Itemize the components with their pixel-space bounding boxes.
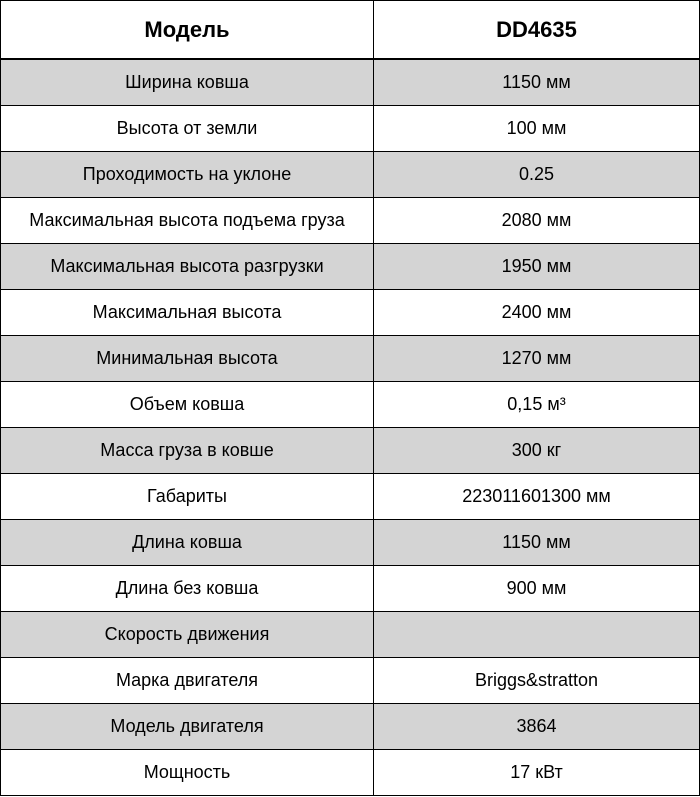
table-row bbox=[1, 520, 700, 566]
table-row bbox=[1, 336, 700, 382]
row-value bbox=[374, 612, 700, 658]
row-value: 0,15 м³ bbox=[374, 382, 700, 428]
table-row bbox=[1, 658, 700, 704]
row-value: 900 мм bbox=[374, 566, 700, 612]
row-label: Высота от земли bbox=[1, 106, 374, 152]
table-row bbox=[1, 566, 700, 612]
row-label: Длина ковша bbox=[1, 520, 374, 566]
table-row bbox=[1, 474, 700, 520]
row-value: 2400 мм bbox=[374, 290, 700, 336]
row-value: 1150 мм bbox=[374, 520, 700, 566]
row-label: Проходимость на уклоне bbox=[1, 152, 374, 198]
table-row bbox=[1, 59, 700, 106]
row-value: Briggs&stratton bbox=[374, 658, 700, 704]
header-model-value: DD4635 bbox=[374, 1, 700, 60]
row-label: Масса груза в ковше bbox=[1, 428, 374, 474]
row-label: Марка двигателя bbox=[1, 658, 374, 704]
row-value: 300 кг bbox=[374, 428, 700, 474]
table-row bbox=[1, 198, 700, 244]
table-row bbox=[1, 290, 700, 336]
table-row bbox=[1, 152, 700, 198]
row-label: Модель двигателя bbox=[1, 704, 374, 750]
row-value: 223011601300 мм bbox=[374, 474, 700, 520]
table-row bbox=[1, 750, 700, 796]
row-label: Длина без ковша bbox=[1, 566, 374, 612]
row-label: Максимальная высота bbox=[1, 290, 374, 336]
table-row bbox=[1, 704, 700, 750]
header-model-label: Модель bbox=[1, 1, 374, 60]
table-header-row bbox=[1, 1, 700, 60]
row-value: 1270 мм bbox=[374, 336, 700, 382]
row-label: Минимальная высота bbox=[1, 336, 374, 382]
row-label: Объем ковша bbox=[1, 382, 374, 428]
row-label: Максимальная высота разгрузки bbox=[1, 244, 374, 290]
row-label: Мощность bbox=[1, 750, 374, 796]
row-value: 2080 мм bbox=[374, 198, 700, 244]
row-value: 1950 мм bbox=[374, 244, 700, 290]
row-value: 3864 bbox=[374, 704, 700, 750]
table-row bbox=[1, 244, 700, 290]
table-row bbox=[1, 382, 700, 428]
row-value: 1150 мм bbox=[374, 59, 700, 106]
table-row bbox=[1, 612, 700, 658]
row-label: Скорость движения bbox=[1, 612, 374, 658]
row-label: Ширина ковша bbox=[1, 59, 374, 106]
row-label: Максимальная высота подъема груза bbox=[1, 198, 374, 244]
table-row bbox=[1, 428, 700, 474]
row-value: 17 кВт bbox=[374, 750, 700, 796]
row-label: Габариты bbox=[1, 474, 374, 520]
row-value: 0.25 bbox=[374, 152, 700, 198]
table-row bbox=[1, 106, 700, 152]
row-value: 100 мм bbox=[374, 106, 700, 152]
